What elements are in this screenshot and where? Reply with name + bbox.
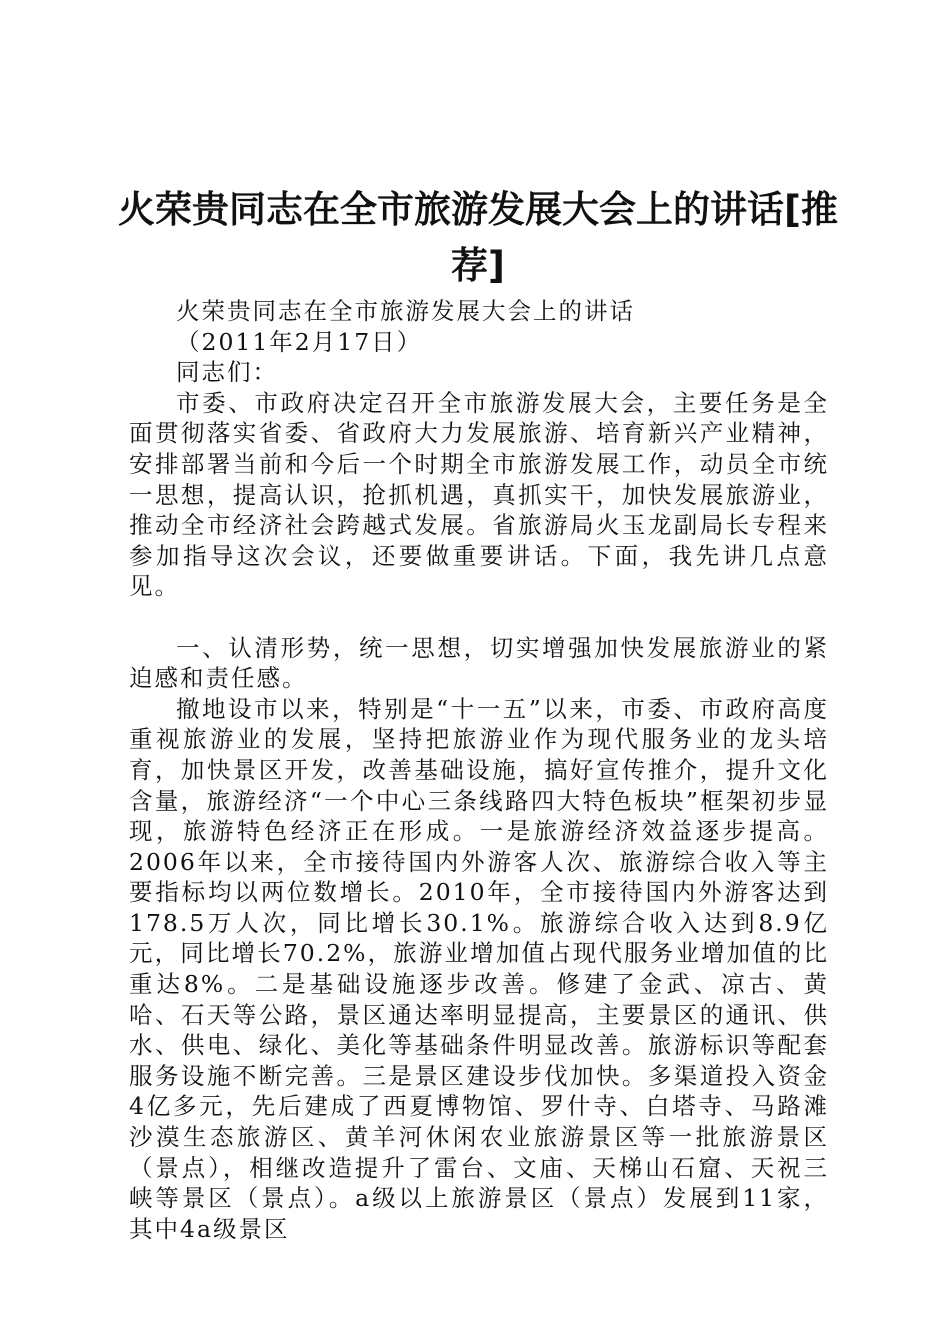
paragraph-spacer bbox=[129, 602, 829, 633]
section-heading-1: 一、认清形势，统一思想，切实增强加快发展旅游业的紧迫感和责任感。 bbox=[129, 633, 829, 693]
speech-subtitle: 火荣贵同志在全市旅游发展大会上的讲话 bbox=[176, 297, 635, 325]
salutation: 同志们： bbox=[176, 358, 278, 387]
paragraph-intro: 市委、市政府决定召开全市旅游发展大会，主要任务是全面贯彻落实省委、省政府大力发展旅游、培育新兴产业精神，安排部署当前和今后一个时期全市旅游发展工作，动员全市统一思想，提高认识，抢抓机遇，真抓实干，加快发展旅游业，推动全市经济社会跨越式发展。省旅游局火玉龙副局长专程来参加指导这次会议，还要做重要讲话。下面，我先讲几点意见。 bbox=[129, 388, 829, 601]
paragraph-section-1: 撤地设市以来，特别是“十一五”以来，市委、市政府高度重视旅游业的发展，坚持把旅游业作为现代服务业的龙头培育，加快景区开发，改善基础设施，搞好宣传推介，提升文化含量，旅游经济“一个中心三条线路四大特色板块”框架初步显现，旅游特色经济正在形成。一是旅游经济效益逐步提高。2006年以来，全市接待国内外游客人次、旅游综合收入等主要指标均以两位数增长。2010年，全市接待国内外游客达到178.5万人次，同比增长30.1%。旅游综合收入达到8.9亿元，同比增长70.2%，旅游业增加值占现代服务业增加值的比重达8%。二是基础设施逐步改善。修建了金武、凉古、黄哈、石天等公路，景区通达率明显提高，主要景区的通讯、供水、供电、绿化、美化等基础条件明显改善。旅游标识等配套服务设施不断完善。三是景区建设步伐加快。多渠道投入资金4亿多元，先后建成了西夏博物馆、罗什寺、白塔寺、马路滩沙漠生态旅游区、黄羊河休闲农业旅游景区等一批旅游景区（景点），相继改造提升了雷台、文庙、天梯山石窟、天祝三峡等景区（景点）。a级以上旅游景区（景点）发展到11家，其中4a级景区 bbox=[129, 694, 829, 1243]
document-body bbox=[129, 296, 829, 1244]
document-title: 火荣贵同志在全市旅游发展大会上的讲话[推荐] bbox=[118, 188, 838, 287]
speech-date: （2011年2月17日） bbox=[176, 327, 423, 356]
